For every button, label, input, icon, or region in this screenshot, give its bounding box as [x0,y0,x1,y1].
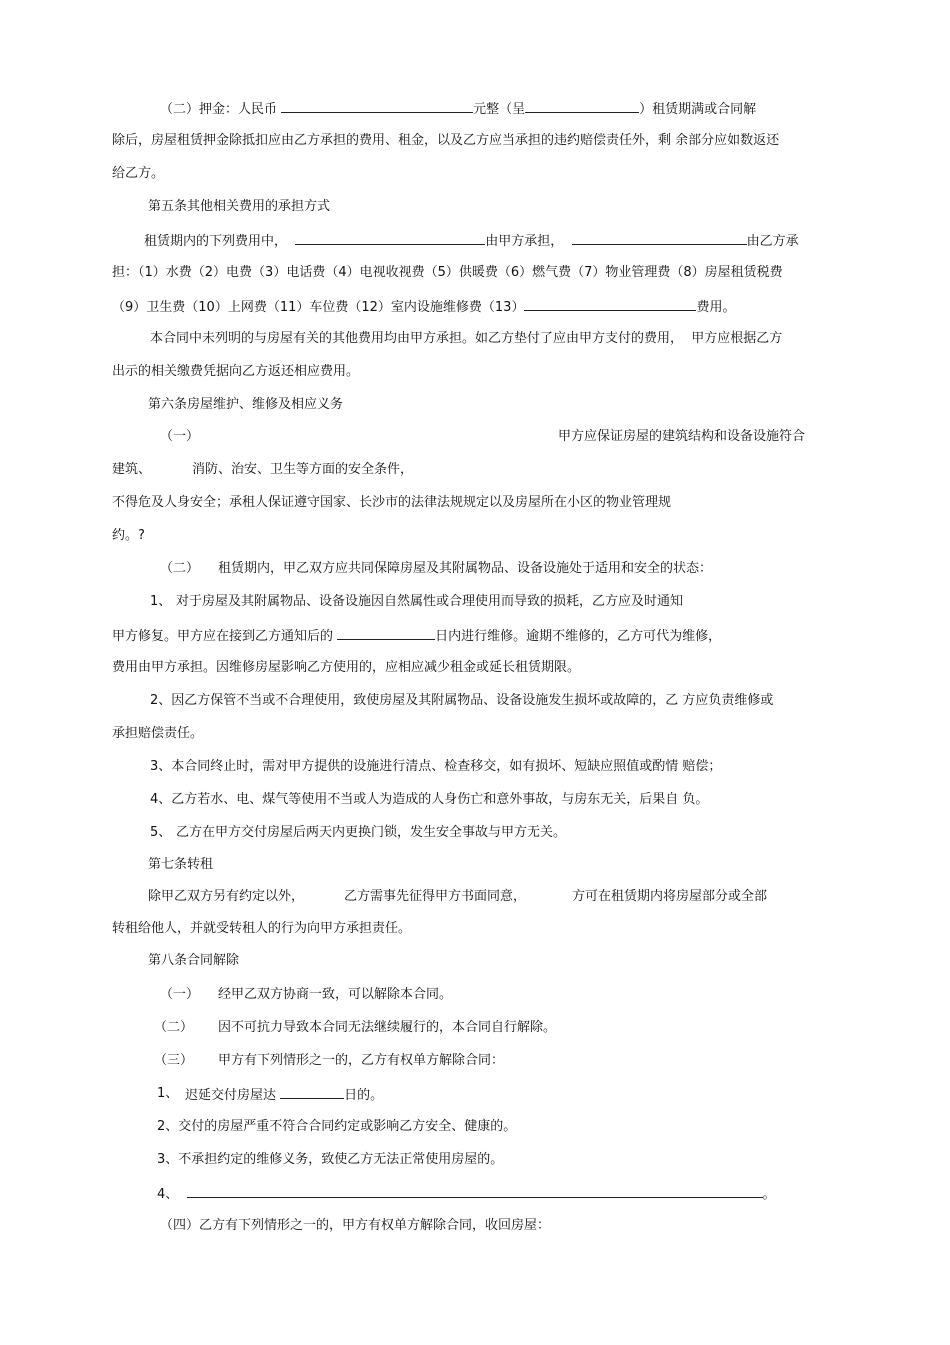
article-7-title: 第七条转租 [148,857,214,872]
article-5-line-1 [144,232,799,248]
late-delivery-text: 迟延交付房屋达 [185,1088,277,1103]
landlord-fees-blank [295,232,485,245]
article-7-line-1b: 乙方需事先征得甲方书面同意， [344,889,527,904]
sub-2-line-2: 承担赔偿责任。 [112,726,204,741]
case-2: 2、交付的房屋严重不符合合同约定或影响乙方安全、健康的。 [157,1119,517,1134]
fees-end: 费用。 [696,300,736,315]
article-8-title: 第八条合同解除 [148,953,240,968]
late-days-tail: 日的。 [344,1088,384,1103]
article-7-line-2: 转租给他人，并就受转租人的行为向甲方承担责任。 [112,921,412,936]
article-5-line-2: 担：（1）水费（2）电费（3）电话费（4）电视收视费（5）供暖费（6）燃气费（7）物业管理费（8）房屋租赁税费 [112,265,783,280]
article-6-item-2-number: （二） [160,561,200,576]
landlord-fees-label: 由甲方承担， [485,234,564,249]
sub-2-line-1: 2、因乙方保管不当或不合理使用，致使房屋及其附属物品、设备设施发生损坏或故障的，乙 方应负责维修或 [150,693,774,708]
sub-1-line-2 [112,627,721,643]
clause-4: （四）乙方有下列情形之一的，甲方有权单方解除合同，收回房屋： [160,1218,551,1233]
tenant-fees-label: 由乙方承 [746,234,799,249]
article-6-item-1-line-3: 不得危及人身安全；承租人保证遵守国家、长沙市的法律法规规定以及房屋所在小区的物业管理规 [112,495,672,510]
article-5-title: 第五条其他相关费用的承担方式 [148,199,331,214]
article-7-line-1a: 除甲乙双方另有约定以外， [148,889,305,904]
late-days-blank [280,1086,344,1099]
repair-notice-text: 甲方修复。甲方应在接到乙方通知后的 [112,629,334,644]
article-6-item-1-number: （一） [160,429,200,444]
clause-1-number: （一） [160,987,200,1002]
sub-5: 乙方在甲方交付房屋后两天内更换门锁，发生安全事故与甲方无关。 [176,825,567,840]
repair-days-tail: 日内进行维修。逾期不维修的，乙方可代为维修， [435,629,722,644]
sub-3: 3、本合同终止时，需对甲方提供的设施进行清点、检查移交，如有损坏、短缺应照值或酌情 赔偿； [150,759,722,774]
deposit-line-2: 除后，房屋租赁押金除抵扣应由乙方承担的费用、租金，以及乙方应当承担的违约赔偿责任外，剩 余部分应如数返还 [112,133,780,148]
case-4-number: 4、 [157,1187,179,1202]
clause-2-number: （二） [154,1020,194,1035]
article-6-item-1-line-4: 约。? [112,528,145,543]
sub-4: 4、乙方若水、电、煤气等使用不当或人为造成的人身伤亡和意外事故，与房东无关，后果自 负。 [150,792,709,807]
deposit-amount-blank [281,100,473,113]
article-6-title: 第六条房屋维护、维修及相应义务 [148,397,344,412]
repair-days-blank [337,627,435,640]
article-5-line-5: 出示的相关缴费凭据向乙方返还相应费用。 [112,364,360,379]
fees-list-tail: （9）卫生费（10）上网费（11）车位费（12）室内设施维修费（13） [112,300,525,315]
case-4-end: 。 [762,1187,776,1202]
other-fee-blank [524,298,696,311]
clause-2: 因不可抗力导致本合同无法继续履行的，本合同自行解除。 [218,1020,557,1035]
article-5-line-3 [112,298,735,314]
deposit-uppercase-blank [525,100,639,113]
case-1 [185,1086,383,1102]
case-4-blank [187,1185,763,1198]
sub-1-line-1: 对于房屋及其附属物品、设备设施因自然属性或合理使用而导致的损耗，乙方应及时通知 [176,594,684,609]
deposit-line-3: 给乙方。 [112,166,165,181]
deposit-unit: 元整（呈 [473,102,526,117]
article-6-item-1-line-1: 甲方应保证房屋的建筑结构和设备设施符合 [558,429,806,444]
case-4 [157,1185,776,1201]
deposit-label: （二）押金：人民币 [160,102,278,117]
tenant-fees-blank [572,232,747,245]
case-3: 3、不承担约定的维修义务，致使乙方无法正常使用房屋的。 [157,1152,504,1167]
deposit-tail: ）租赁期满或合同解 [639,102,757,117]
sub-1-number: 1、 [150,594,172,609]
sub-1-line-3: 费用由甲方承担。因维修房屋影响乙方使用的，应相应减少租金或延长租赁期限。 [112,660,581,675]
sub-5-number: 5、 [150,825,172,840]
deposit-line-1 [160,100,756,116]
article-6-item-1-line-2a: 建筑、 [112,462,152,477]
article-7-line-1c: 方可在租赁期内将房屋部分或全部 [572,889,768,904]
clause-3-number: （三） [154,1053,194,1068]
article-6-item-1-line-2b: 消防、治安、卫生等方面的安全条件， [192,462,414,477]
case-1-number: 1、 [157,1086,179,1101]
article-5-line-4: 本合同中未列明的与房屋有关的其他费用均由甲方承担。如乙方垫付了应由甲方支付的费用， 甲方应根据乙方 [150,331,783,346]
clause-1: 经甲乙双方协商一致，可以解除本合同。 [218,987,453,1002]
fees-intro: 租赁期内的下列费用中， [144,234,288,249]
clause-3: 甲方有下列情形之一的，乙方有权单方解除合同： [218,1053,505,1068]
article-6-item-2: 租赁期内，甲乙双方应共同保障房屋及其附属物品、设备设施处于适用和安全的状态： [218,561,713,576]
